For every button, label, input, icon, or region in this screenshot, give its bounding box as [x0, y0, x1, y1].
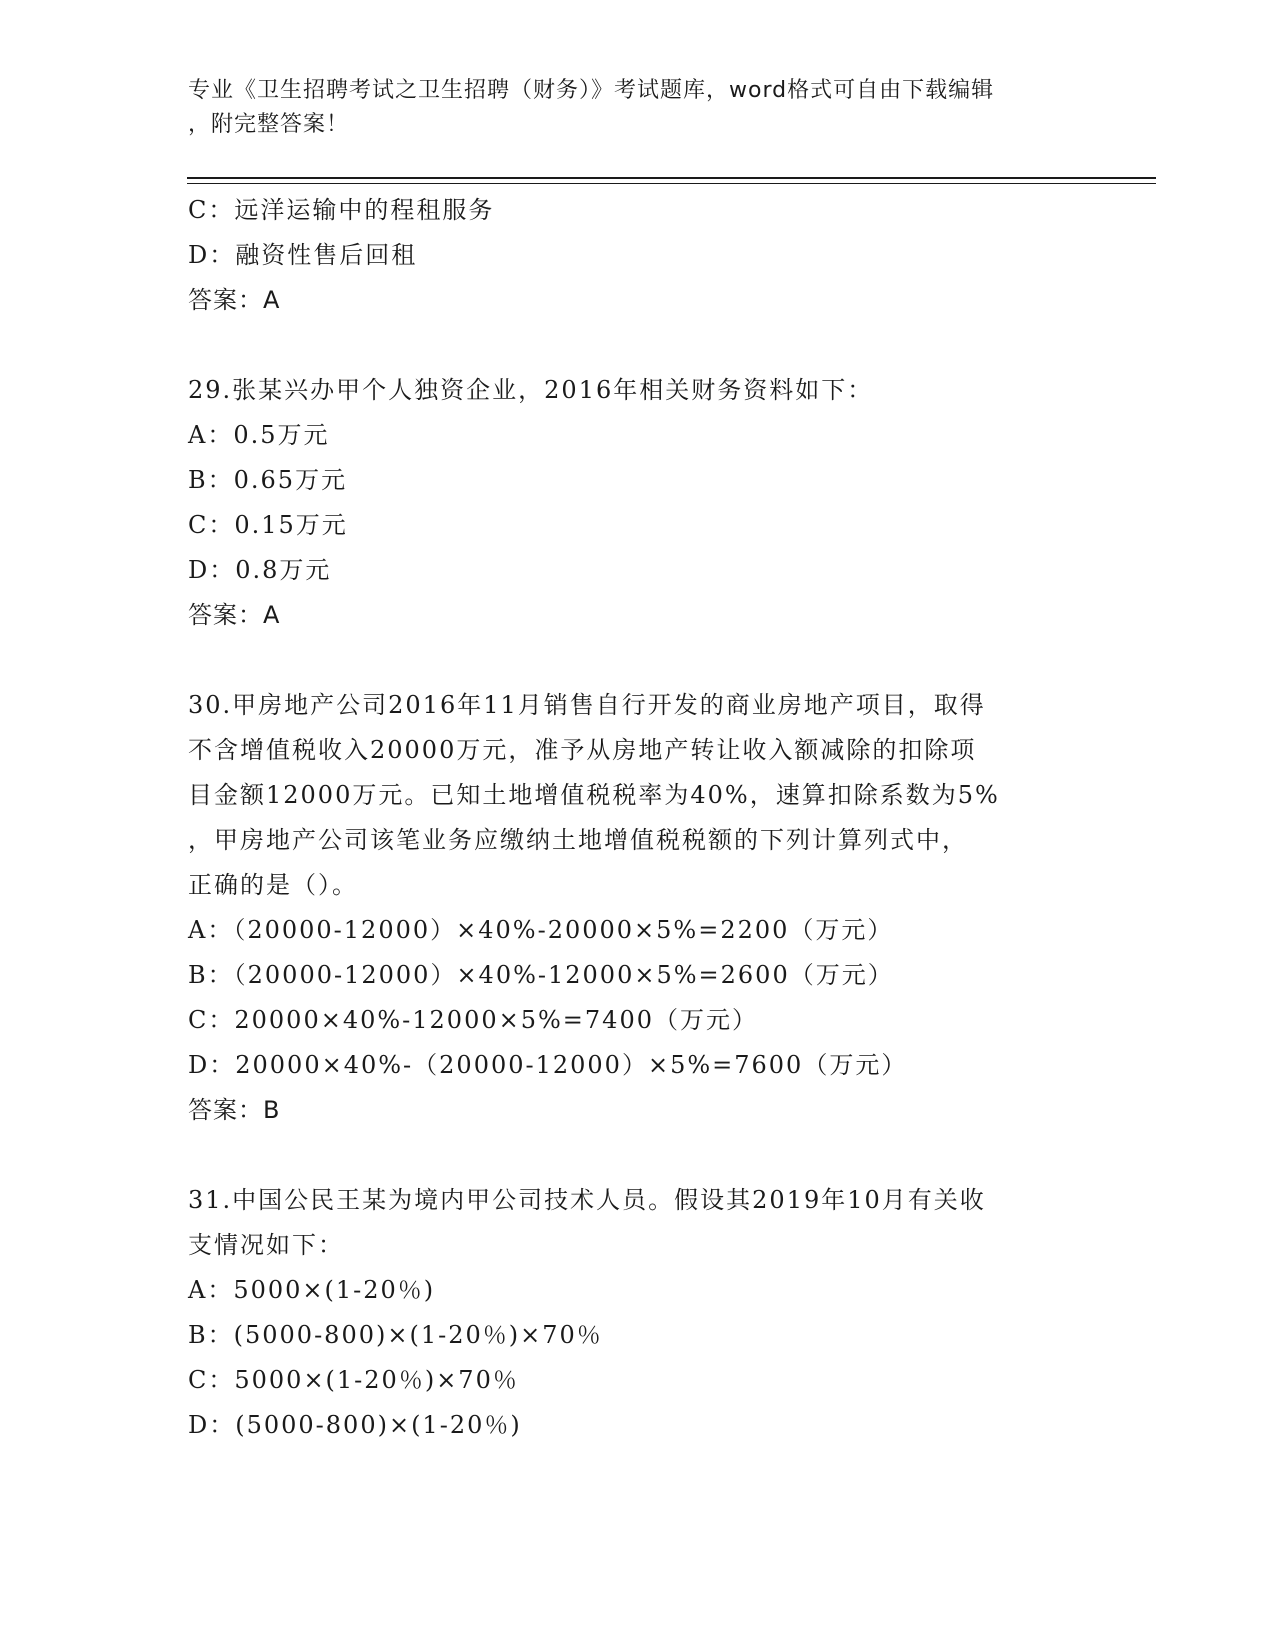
option-a: A：0.5万元: [188, 421, 330, 449]
header-subtitle-line: ，附完整答案！: [188, 112, 350, 137]
option-c: C：远洋运输中的程租服务: [188, 196, 495, 224]
option-c: C：20000×40%-12000×5%=7400（万元）: [188, 1006, 758, 1034]
header-divider-thick: [187, 177, 1156, 179]
option-d: D：融资性售后回租: [188, 241, 418, 269]
document-header: [188, 74, 1088, 142]
question-stem-line: 31.中国公民王某为境内甲公司技术人员。假设其2019年10月有关收: [188, 1186, 986, 1214]
option-b: B：0.65万元: [188, 466, 348, 494]
option-b: B：(5000-800)×(1-20％)×70％: [188, 1321, 603, 1349]
question-29: [188, 368, 1088, 638]
answer-line: 答案：B: [188, 1096, 281, 1124]
question-stem-line: 正确的是（）。: [188, 871, 358, 899]
question-stem-line: 目金额12000万元。已知土地增值税税率为40%，速算扣除系数为5%: [188, 781, 1000, 809]
option-d: D：0.8万元: [188, 556, 332, 584]
question-stem-line: 支情况如下：: [188, 1231, 344, 1259]
question-stem: 29.张某兴办甲个人独资企业，2016年相关财务资料如下：: [188, 376, 874, 404]
option-a: A：5000×(1-20％): [188, 1276, 436, 1304]
option-c: C：0.15万元: [188, 511, 348, 539]
spacer: [188, 323, 1088, 368]
header-title-line: 专业《卫生招聘考试之卫生招聘（财务）》考试题库，word格式可自由下载编辑: [188, 78, 995, 103]
option-b: B：（20000-12000）×40%-12000×5%=2600（万元）: [188, 961, 894, 989]
option-a: A：（20000-12000）×40%-20000×5%=2200（万元）: [188, 916, 894, 944]
spacer: [188, 1133, 1088, 1178]
answer-line: 答案：A: [188, 286, 281, 314]
answer-line: 答案：A: [188, 601, 281, 629]
question-stem-line: 30.甲房地产公司2016年11月销售自行开发的商业房地产项目，取得: [188, 691, 986, 719]
option-d: D：20000×40%-（20000-12000）×5%=7600（万元）: [188, 1051, 908, 1079]
question-30: [188, 683, 1088, 1133]
question-28: [188, 188, 1088, 323]
header-divider-thin: [187, 183, 1156, 184]
question-31: [188, 1178, 1088, 1448]
option-d: D：(5000-800)×(1-20％): [188, 1411, 522, 1439]
option-c: C：5000×(1-20％)×70％: [188, 1366, 519, 1394]
question-stem-line: 不含增值税收入20000万元，准予从房地产转让收入额减除的扣除项: [188, 736, 977, 764]
question-list: [188, 188, 1088, 1448]
question-stem-line: ，甲房地产公司该笔业务应缴纳土地增值税税额的下列计算列式中，: [188, 826, 968, 854]
spacer: [188, 638, 1088, 683]
